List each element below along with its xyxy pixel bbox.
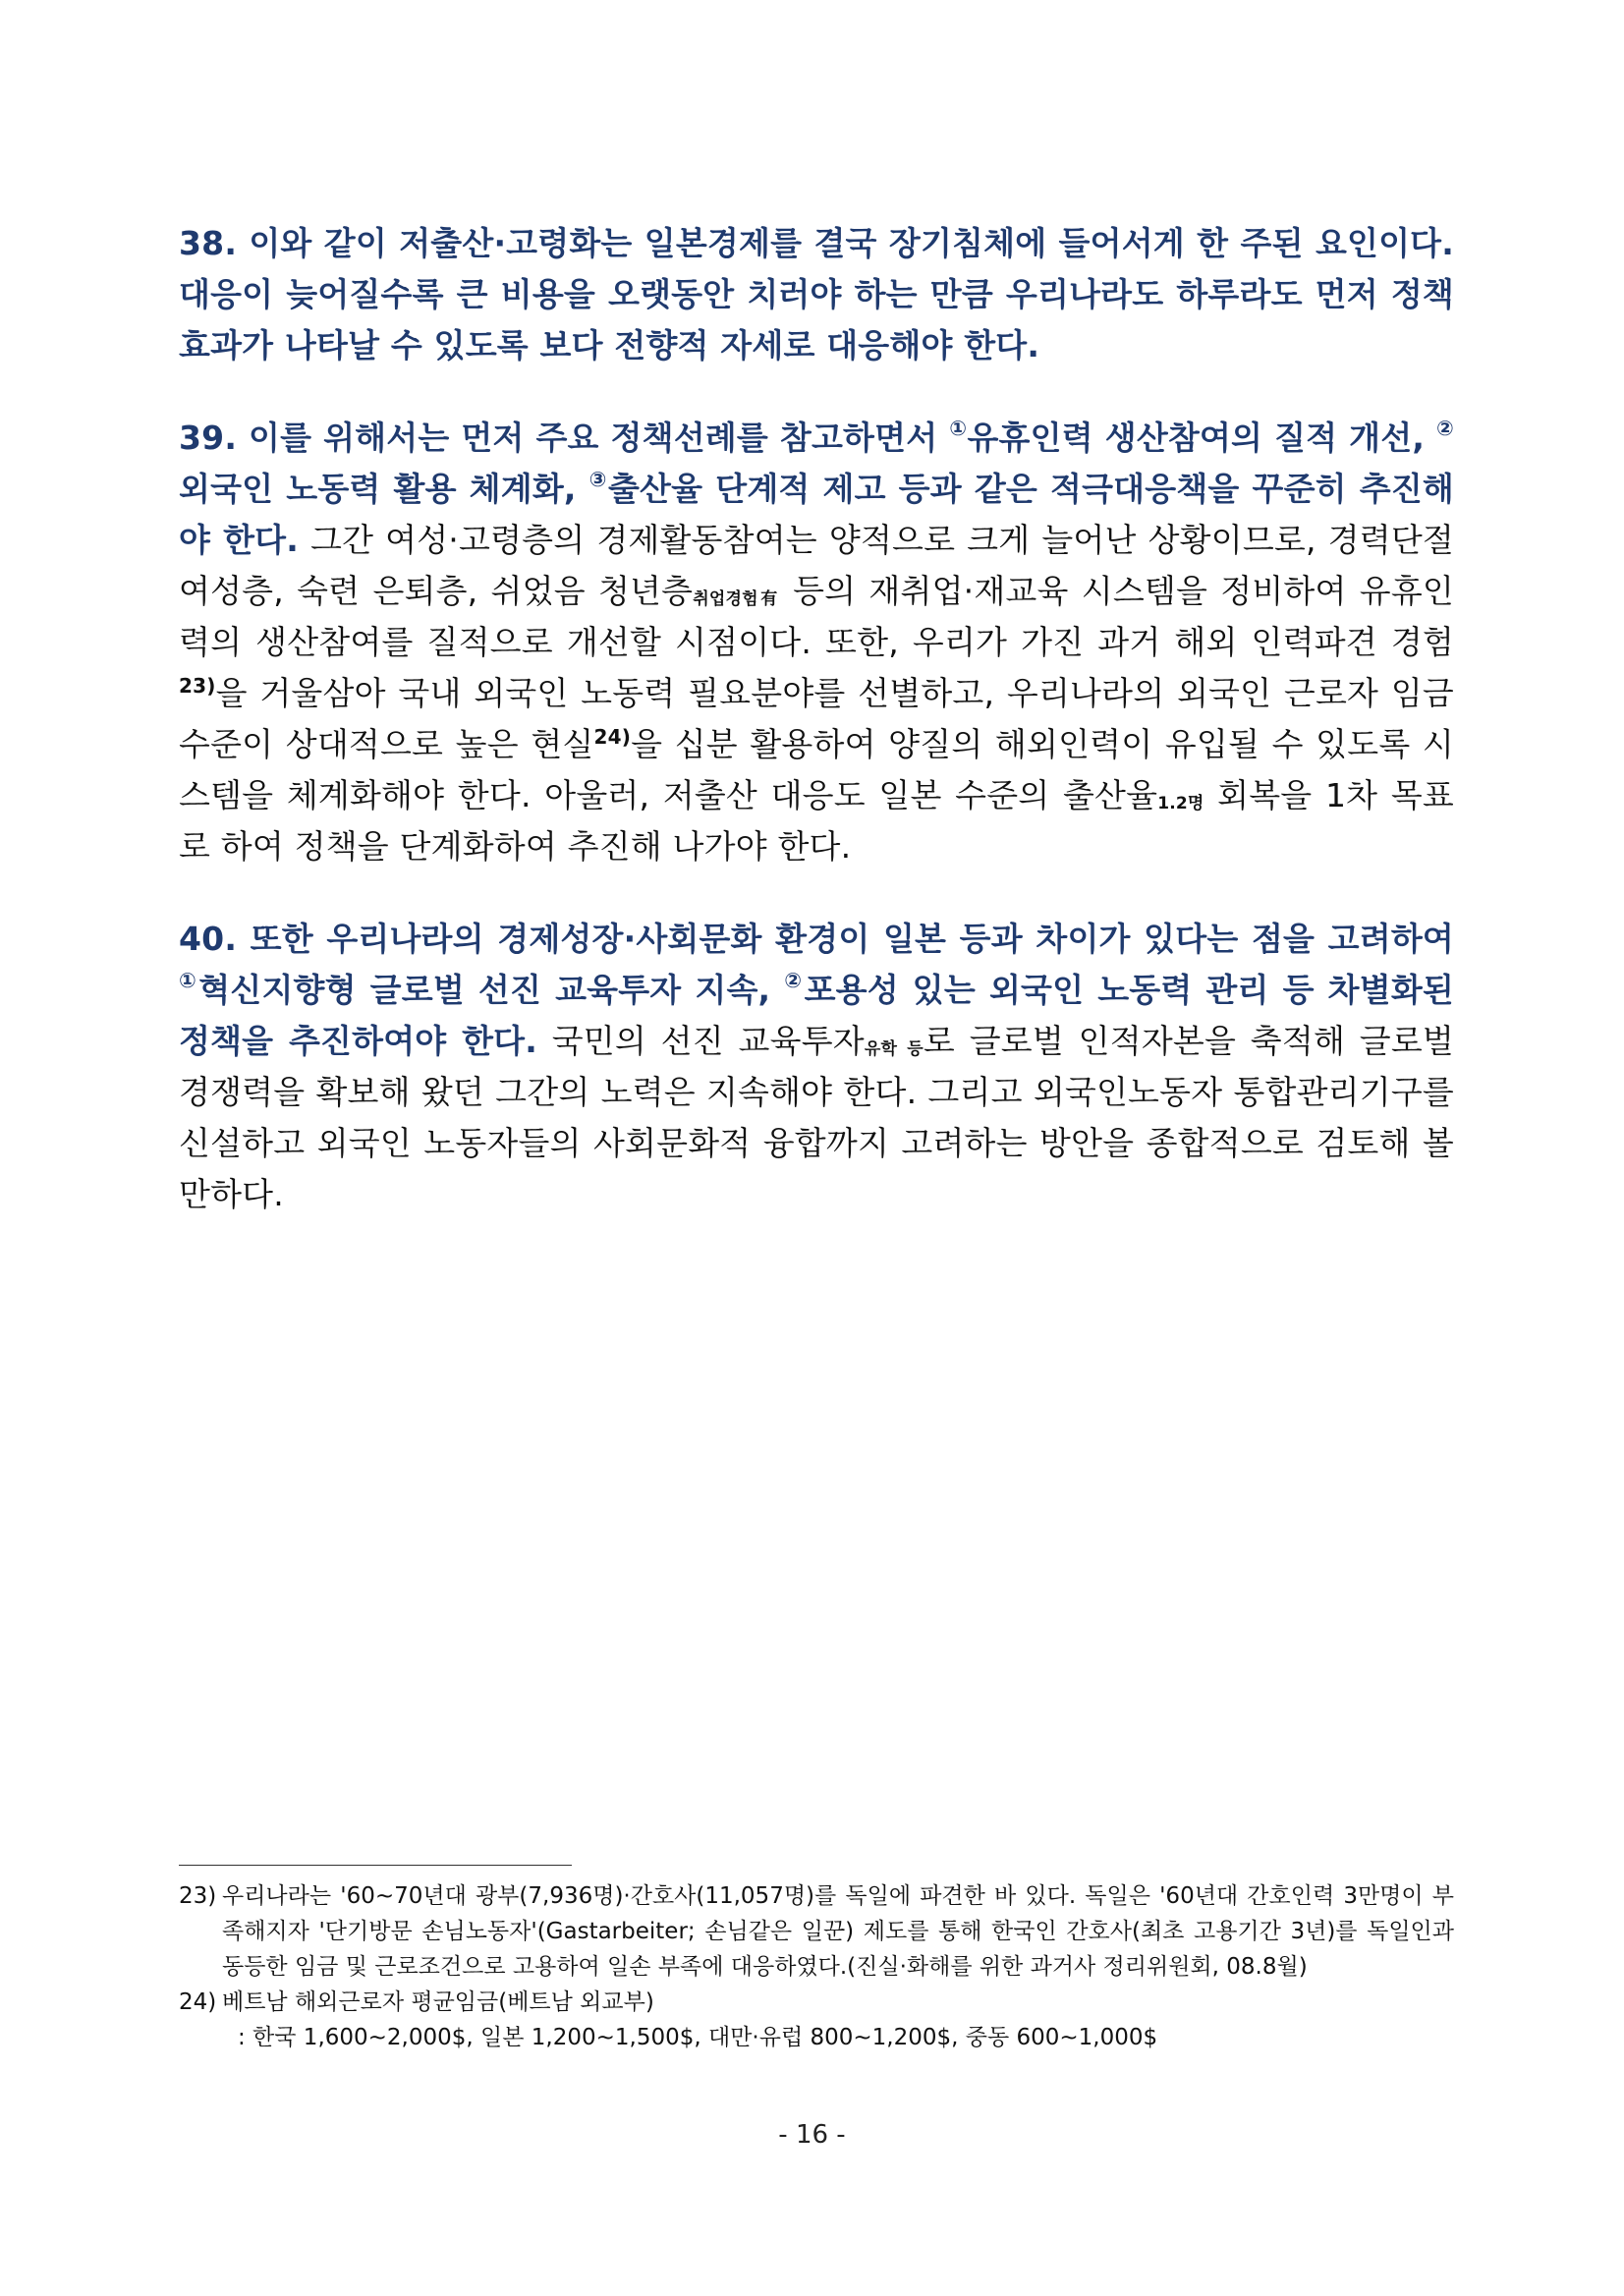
circled-number: ②: [784, 969, 805, 992]
paragraph-39: [179, 413, 1454, 872]
paragraph-40: [179, 914, 1454, 1220]
footnote-23: [179, 1878, 1454, 1985]
paragraph-39-lead-text: 출산율 단계적 제고 등과 같은 적극대응책을 꾸준히 추진해야 한다.: [179, 470, 1454, 559]
footnote-24: [179, 1985, 1454, 2020]
paragraph-39-body-text: 을 거울삼아 국내 외국인 노동력 필요분야를 선별하고, 우리나라의 외국인 근로자 임금수준이 상대적으로 높은 현실: [179, 674, 1454, 763]
paragraph-39-body-text: 등의 재취업·재교육 시스템을 정비하여 유휴인력의 생산참여를 질적으로 개선할 시점이다. 또한, 우리가 가진 과거 해외 인력파견 경험: [179, 572, 1454, 661]
paragraph-39-body-text: 회복을 1차 목표로 하여 정책을 단계화하여 추진해 나가야 한다.: [179, 776, 1454, 866]
document-body: [179, 218, 1454, 1261]
subscript-note: 1.2명: [1157, 794, 1204, 813]
paragraph-38: [179, 218, 1454, 371]
circled-number: ③: [588, 468, 608, 491]
paragraph-40-lead-text: 40. 또한 우리나라의 경제성장·사회문화 환경이 일본 등과 차이가 있다는 점을 고려하여: [179, 920, 1454, 958]
footnote-detail-text: : 한국 1,600~2,000$, 일본 1,200~1,500$, 대만·유럽 800~1,200$, 중동 600~1,000$: [238, 2025, 1158, 2050]
footnote-text: 우리나라는 '60~70년대 광부(7,936명)·간호사(11,057명)를 독일에 파견한 바 있다. 독일은 '60년대 간호인력 3만명이 부족해지자 '단기방문 손님노동자'(Gastarbeiter; 손님같은 일꾼) 제도를 통해 한국인 간호사(최초 고용기간 3년)를 독일인과 동등한 임금 및 근로조건으로 고용하여 일손 부족에 대응하였다.(진실·화해를 위한 과거사 정리위원회, 08.8월): [222, 1883, 1454, 1980]
footnote-number: 24): [179, 1989, 217, 2015]
subscript-note: 취업경험有: [693, 589, 780, 609]
paragraph-38-lead: 38. 이와 같이 저출산·고령화는 일본경제를 결국 장기침체에 들어서게 한 주된 요인이다. 대응이 늦어질수록 큰 비용을 오랫동안 치러야 하는 만큼 우리나라도 하루라도 먼저 정책효과가 나타날 수 있도록 보다 전향적 자세로 대응해야 한다.: [179, 224, 1454, 364]
paragraph-39-body: [179, 521, 1454, 866]
footnotes: [179, 1878, 1454, 2055]
paragraph-40-body-text: 국민의 선진 교육투자: [536, 1022, 865, 1060]
footnote-ref-24[interactable]: 24): [593, 725, 632, 749]
paragraph-39-body-text: 그간 여성·고령층의 경제활동참여는 양적으로 크게 늘어난 상황이므로, 경력단절 여성층, 숙련 은퇴층, 쉬었음 청년층: [179, 521, 1454, 610]
footnote-number: 23): [179, 1883, 217, 1909]
footnote-divider: [179, 1865, 572, 1866]
paragraph-40-lead-text: 포용성 있는 외국인 노동력 관리 등 차별화된 정책을 추진하여야 한다.: [179, 971, 1454, 1060]
paragraph-39-body-text: 을 십분 활용하여 양질의 해외인력이 유입될 수 있도록 시스템을 체계화해야 한다. 아울러, 저출산 대응도 일본 수준의 출산율: [179, 725, 1455, 814]
footnote-text: 베트남 해외근로자 평균임금(베트남 외교부): [222, 1989, 654, 2015]
page-number: - 16 -: [778, 2120, 846, 2150]
paragraph-39-lead-text: 외국인 노동력 활용 체계화,: [179, 470, 589, 508]
subscript-note: 유학 등: [864, 1039, 924, 1059]
circled-number: ①: [949, 417, 968, 440]
paragraph-40-lead-text: 혁신지향형 글로벌 선진 교육투자 지속,: [198, 971, 785, 1009]
footnote-ref-23[interactable]: 23): [179, 674, 216, 698]
footnote-24-detail: [179, 2020, 1454, 2055]
paragraph-39-lead-text: 39. 이를 위해서는 먼저 주요 정책선례를 참고하면서: [179, 419, 950, 457]
paragraph-40-body-text: 로 글로벌 인적자본을 축적해 글로벌 경쟁력을 확보해 왔던 그간의 노력은 지속해야 한다. 그리고 외국인노동자 통합관리기구를 신설하고 외국인 노동자들의 사회문화적 융합까지 고려하는 방안을 종합적으로 검토해 볼 만하다.: [179, 1022, 1454, 1213]
circled-number: ②: [1436, 417, 1454, 440]
circled-number: ①: [179, 969, 199, 992]
paragraph-39-lead-text: 유휴인력 생산참여의 질적 개선,: [967, 419, 1437, 457]
